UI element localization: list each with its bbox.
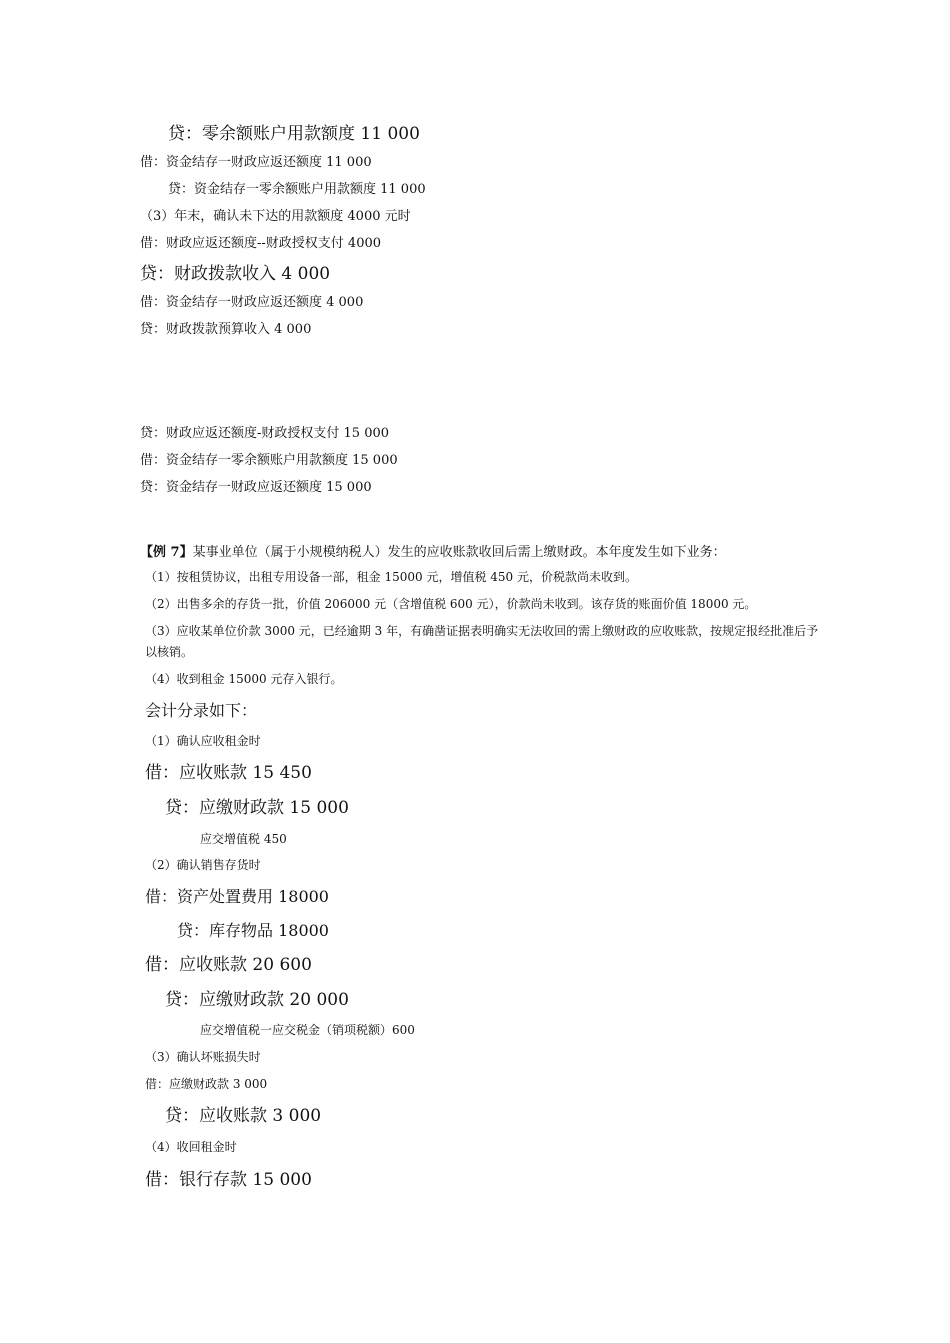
journal-line: 借：资产处置费用 18000 bbox=[145, 887, 329, 906]
example-intro: 某事业单位（属于小规模纳税人）发生的应收账款收回后需上缴财政。本年度发生如下业务： bbox=[192, 545, 726, 560]
journal-line: 贷：零余额账户用款额度 11 000 bbox=[168, 124, 420, 144]
section-heading: 会计分录如下： bbox=[145, 701, 258, 720]
journal-line: 贷：财政应返还额度-财政授权支付 15 000 bbox=[140, 426, 390, 441]
journal-line: 借：应缴财政款 3 000 bbox=[145, 1077, 268, 1091]
example-item: （1）按租赁协议，出租专用设备一部，租金 15000 元，增值税 450 元，价税款尚未收到。 bbox=[145, 570, 637, 584]
journal-line: 借：资金结存一零余额账户用款额度 15 000 bbox=[140, 453, 398, 468]
entry-caption: （4）收回租金时 bbox=[145, 1140, 237, 1154]
journal-line: 借：资金结存一财政应返还额度 4 000 bbox=[140, 295, 364, 310]
journal-line: 借：资金结存一财政应返还额度 11 000 bbox=[140, 155, 372, 170]
journal-line: 贷：应缴财政款 15 000 bbox=[165, 798, 349, 818]
journal-line: （3）年末，确认未下达的用款额度 4000 元时 bbox=[140, 209, 411, 224]
journal-line: 借：财政应返还额度--财政授权支付 4000 bbox=[140, 236, 382, 251]
journal-line: 贷：应缴财政款 20 000 bbox=[165, 990, 349, 1010]
journal-line: 贷：应收账款 3 000 bbox=[165, 1106, 322, 1126]
example-item: （3）应收某单位价款 3000 元，已经逾期 3 年，有确凿证据表明确实无法收回的需上缴财政的应收账款，按规定报经批准后予 bbox=[145, 624, 819, 638]
journal-line: 借：应收账款 20 600 bbox=[145, 955, 312, 975]
entry-caption: （2）确认销售存货时 bbox=[145, 858, 261, 872]
journal-line: 借：应收账款 15 450 bbox=[145, 763, 312, 783]
example-item: （4）收到租金 15000 元存入银行。 bbox=[145, 672, 343, 686]
journal-line: 贷：财政拨款收入 4 000 bbox=[140, 264, 331, 284]
entry-caption: （1）确认应收租金时 bbox=[145, 734, 261, 748]
journal-line: 借：银行存款 15 000 bbox=[145, 1170, 312, 1190]
journal-line: 贷：财政拨款预算收入 4 000 bbox=[140, 322, 312, 337]
journal-line: 应交增值税 450 bbox=[200, 832, 287, 846]
example-title: 【例 7】 bbox=[140, 545, 193, 560]
journal-line: 贷：库存物品 18000 bbox=[177, 921, 329, 940]
example-item: （2）出售多余的存货一批，价值 206000 元（含增值税 600 元），价款尚未收到。该存货的账面价值 18000 元。 bbox=[145, 597, 757, 611]
example-item: 以核销。 bbox=[145, 645, 194, 659]
journal-line: 贷：资金结存一财政应返还额度 15 000 bbox=[140, 480, 372, 495]
journal-line: 应交增值税一应交税金（销项税额）600 bbox=[200, 1023, 415, 1037]
example-heading bbox=[140, 546, 726, 559]
entry-caption: （3）确认坏账损失时 bbox=[145, 1050, 261, 1064]
journal-line: 贷：资金结存一零余额账户用款额度 11 000 bbox=[168, 182, 426, 197]
